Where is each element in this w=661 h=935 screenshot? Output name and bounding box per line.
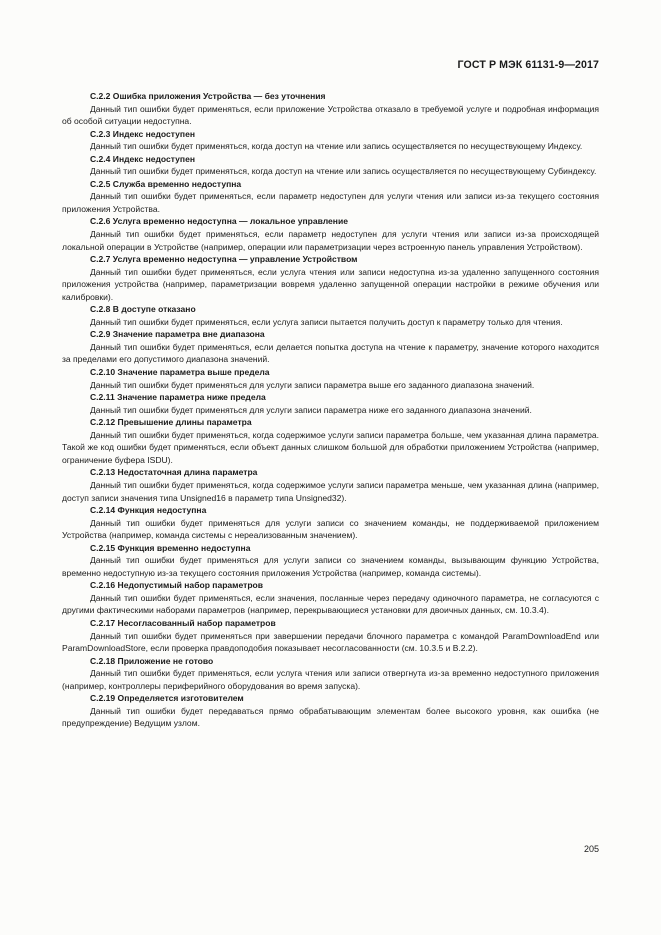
- section: [62, 655, 599, 693]
- section-title: С.2.2 Ошибка приложения Устройства — без уточнения: [90, 91, 326, 101]
- section-title: С.2.16 Недопустимый набор параметров: [90, 580, 264, 591]
- section-text: Данный тип ошибки будет применяться при завершении передачи блочного параметра с командой ParamDownloadEnd или ParamDownloadStore, если проверка правдоподобия показывает несогласованности (см. 10.3.5 и В.2.2).: [62, 630, 599, 654]
- standard-header: ГОСТ Р МЭК 61131-9—2017: [457, 59, 599, 71]
- section-text: Данный тип ошибки будет применяться, если параметр недоступен для услуги чтения или записи из-за текущего состояния приложения Устройства.: [62, 191, 599, 214]
- section-title: С.2.5 Служба временно недоступна: [90, 178, 242, 189]
- page-number: 205: [583, 844, 599, 854]
- section: [62, 504, 599, 542]
- section: [62, 328, 599, 366]
- section-text: Данный тип ошибки будет применяться, если параметр недоступен для услуги чтения или записи из-за происходящей локальной операции в Устройстве (например, операции или параметризации через встроенную панель управления Устройством).: [62, 229, 599, 252]
- section-text: Данный тип ошибки будет применяться для услуги записи со значением команды, не поддерживаемой приложением Устройства (например, команда системы с нереализованным значением).: [62, 517, 599, 541]
- section: [62, 178, 599, 216]
- section-title: С.2.8 В доступе отказано: [90, 304, 196, 315]
- section: [62, 215, 599, 253]
- section-title: С.2.14 Функция недоступна: [90, 505, 207, 516]
- section: [62, 692, 599, 730]
- section-text: Данный тип ошибки будет применяться, если услуга записи пытается получить доступ к параметру только для чтения.: [90, 316, 563, 327]
- section-text: Данный тип ошибки будет применяться для услуги записи параметра ниже его заданного диапазона значений.: [90, 404, 532, 415]
- section-text: Данный тип ошибки будет применяться, когда содержимое услуги записи параметра больше, чем указанная длина параметра. Такой же код ошибки будет применяться, если объект данных слишком большой для обработки приложением Устройства (например, ограничение буфера ISDU).: [62, 429, 599, 465]
- section-text: Данный тип ошибки будет применяться, если значения, посланные через передачу одиночного параметра, не согласуются с другими фактическими наборами параметров (например, перекрывающиеся установки для двоичных данных, см. 10.3.4).: [62, 592, 599, 616]
- document-body: [62, 90, 599, 730]
- section-title: С.2.17 Несогласованный набор параметров: [90, 617, 276, 628]
- section: [62, 466, 599, 504]
- section-title: С.2.13 Недостаточная длина параметра: [90, 467, 258, 478]
- section-text: Данный тип ошибки будет применяться, если услуга чтения или записи недоступна из-за удаленно запущенного состояния приложения устройства (например, параметризации вовремя удаленно запущенной операции настройки в режиме обучения или калибровки).: [62, 266, 599, 302]
- section: [62, 542, 599, 580]
- section-text: Данный тип ошибки будет передаваться прямо обрабатывающим элементам более высокого уровня, как ошибка (не предупреждение) Ведущим узлом.: [62, 705, 599, 729]
- section: [62, 366, 599, 391]
- section-title: С.2.9 Значение параметра вне диапазона: [90, 329, 265, 340]
- section-text: Данный тип ошибки будет применяться, когда содержимое услуги записи параметра меньше, чем указанная длина (например, доступ записи значения типа Unsigned16 в параметр типа Unsigned32).: [62, 479, 599, 503]
- section: [62, 391, 599, 416]
- section: [62, 90, 599, 128]
- section-text: Данный тип ошибки будет применяться, если делается попытка доступа на чтение к параметру, значение которого находится за пределами его допустимого диапазона значений.: [62, 341, 599, 365]
- section: [62, 579, 599, 617]
- section-title: С.2.6 Услуга временно недоступна — локальное управление: [90, 216, 348, 227]
- section-title: С.2.3 Индекс недоступен: [90, 128, 196, 139]
- section-text: Данный тип ошибки будет применяться, когда доступ на чтение или запись осуществляется по несуществующему Субиндексу.: [90, 166, 597, 177]
- section: [62, 617, 599, 655]
- section-title: С.2.4 Индекс недоступен: [90, 153, 196, 164]
- section-title: С.2.12 Превышение длины параметра: [90, 417, 252, 428]
- section: [62, 303, 599, 328]
- section-title: С.2.10 Значение параметра выше предела: [90, 367, 270, 378]
- section-text: Данный тип ошибки будет применяться, когда доступ на чтение или запись осуществляется по несуществующему Индексу.: [90, 141, 583, 152]
- section-title: С.2.18 Приложение не готово: [90, 655, 214, 666]
- section-title: С.2.7 Услуга временно недоступна — управление Устройством: [90, 254, 358, 265]
- section-text: Данный тип ошибки будет применяться, если приложение Устройства отказало в требуемой услуге и подробная информация об особой ситуации недоступна.: [62, 103, 599, 127]
- section: [62, 128, 599, 153]
- section: [62, 416, 599, 466]
- section-text: Данный тип ошибки будет применяться для услуги записи со значением команды, вызывающим функцию Устройства, временно недоступную из-за текущего состояния приложения Устройства (например, команда системы).: [62, 555, 599, 578]
- section: [62, 253, 599, 303]
- section-title: С.2.19 Определяется изготовителем: [90, 693, 244, 704]
- section-text: Данный тип ошибки будет применяться, если услуга чтения или записи отвергнута из-за временно недоступного приложения (например, контроллеры периферийного оборудования во время запуска).: [62, 668, 599, 691]
- section: [62, 153, 599, 178]
- section-title: С.2.15 Функция временно недоступна: [90, 542, 251, 553]
- section-title: С.2.11 Значение параметра ниже предела: [90, 392, 266, 403]
- section-text: Данный тип ошибки будет применяться для услуги записи параметра выше его заданного диапазона значений.: [90, 379, 535, 390]
